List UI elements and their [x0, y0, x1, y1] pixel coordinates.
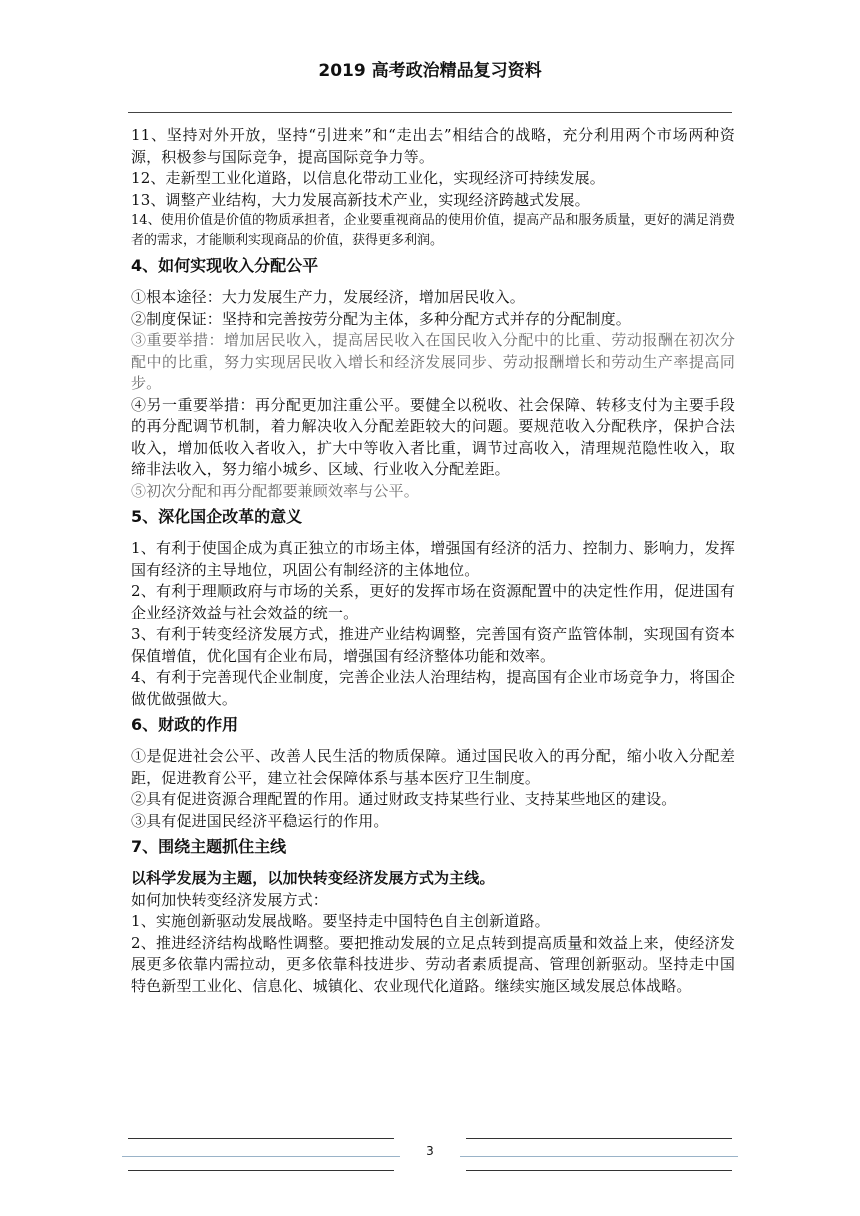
intro-item-11: 11、坚持对外开放，坚持“引进来”和“走出去”相结合的战略，充分利用两个市场两种资源，积极参与国际竞争，提高国际竞争力等。: [131, 126, 735, 166]
page-header-title: 2019 高考政治精品复习资料: [318, 61, 542, 81]
intro-item-13: 13、调整产业结构，大力发展高新技术产业，实现经济跨越式发展。: [131, 190, 590, 209]
section-4-item: ③重要举措：增加居民收入，提高居民收入在国民收入分配中的比重、劳动报酬在初次分配中的比重，努力实现居民收入增长和经济发展同步、劳动报酬增长和劳动生产率提高同步。: [131, 331, 735, 392]
footer-rule-top-right: [466, 1138, 732, 1139]
intro-item-14: 14、使用价值是价值的物质承担者，企业要重视商品的使用价值，提高产品和服务质量，更好的满足消费者的需求，才能顺利实现商品的价值，获得更多利润。: [131, 213, 735, 248]
section-4-heading: 4、如何实现收入分配公平: [131, 256, 319, 275]
footer-rule-top-left: [128, 1138, 394, 1139]
section-4-item: ②制度保证：坚持和完善按劳分配为主体，多种分配方式并存的分配制度。: [131, 309, 631, 328]
page-number: 3: [426, 1144, 434, 1158]
section-4-item: ④另一重要举措：再分配更加注重公平。要健全以税收、社会保障、转移支付为主要手段的再分配调节机制，着力解决收入分配差距较大的问题。要规范收入分配秩序，保护合法收入，增加低收入者收入，扩大中等收入者比重，调节过高收入，清理规范隐性收入，取缔非法收入，努力缩小城乡、区域、行业收入分配差距。: [131, 395, 735, 478]
section-7-subheading: 如何加快转变经济发展方式：: [131, 890, 328, 909]
section-6-item: ③具有促进国民经济平稳运行的作用。: [131, 811, 389, 830]
header-rule: [128, 112, 732, 113]
footer-rule-mid-left: [122, 1156, 400, 1157]
section-4-item: ①根本途径：大力发展生产力，发展经济，增加居民收入。: [131, 288, 525, 306]
section-5-item: 3、有利于转变经济发展方式，推进产业结构调整，完善国有资产监管体制，实现国有资本保值增值，优化国有企业布局，增强国有经济整体功能和效率。: [131, 625, 735, 665]
section-5-item: 4、有利于完善现代企业制度，完善企业法人治理结构，提高国有企业市场竞争力，将国企做优做强做大。: [131, 668, 735, 708]
footer-rule-mid-right: [460, 1156, 738, 1157]
section-7-heading: 7、围绕主题抓住主线: [131, 837, 287, 856]
intro-item-12: 12、走新型工业化道路，以信息化带动工业化，实现经济可持续发展。: [131, 169, 605, 187]
section-4-item: ⑤初次分配和再分配都要兼顾效率与公平。: [131, 481, 419, 500]
section-7-item: 1、实施创新驱动发展战略。要坚持走中国特色自主创新道路。: [131, 912, 550, 930]
footer-rule-bottom-left: [128, 1170, 394, 1171]
section-6-item: ②具有促进资源合理配置的作用。通过财政支持某些行业、支持某些地区的建设。: [131, 790, 677, 808]
section-5-item: 1、有利于使国企成为真正独立的市场主体，增强国有经济的活力、控制力、影响力，发挥国有经济的主导地位，巩固公有制经济的主体地位。: [131, 539, 735, 579]
footer-rule-bottom-right: [466, 1170, 732, 1171]
section-7-lead: 以科学发展为主题，以加快转变经济发展方式为主线。: [131, 869, 495, 887]
section-5-item: 2、有利于理顺政府与市场的关系，更好的发挥市场在资源配置中的决定性作用，促进国有企业经济效益与社会效益的统一。: [131, 582, 735, 622]
section-6-item: ①是促进社会公平、改善人民生活的物质保障。通过国民收入的再分配，缩小收入分配差距，促进教育公平，建立社会保障体系与基本医疗卫生制度。: [131, 747, 735, 787]
section-5-heading: 5、深化国企改革的意义: [131, 507, 303, 526]
section-6-heading: 6、财政的作用: [131, 715, 239, 734]
document-body: [131, 125, 735, 997]
section-7-item: 2、推进经济结构战略性调整。要把推动发展的立足点转到提高质量和效益上来，使经济发展更多依靠内需拉动，更多依靠科技进步、劳动者素质提高、管理创新驱动。坚持走中国特色新型工业化、信息化、城镇化、农业现代化道路。继续实施区域发展总体战略。: [131, 933, 735, 995]
